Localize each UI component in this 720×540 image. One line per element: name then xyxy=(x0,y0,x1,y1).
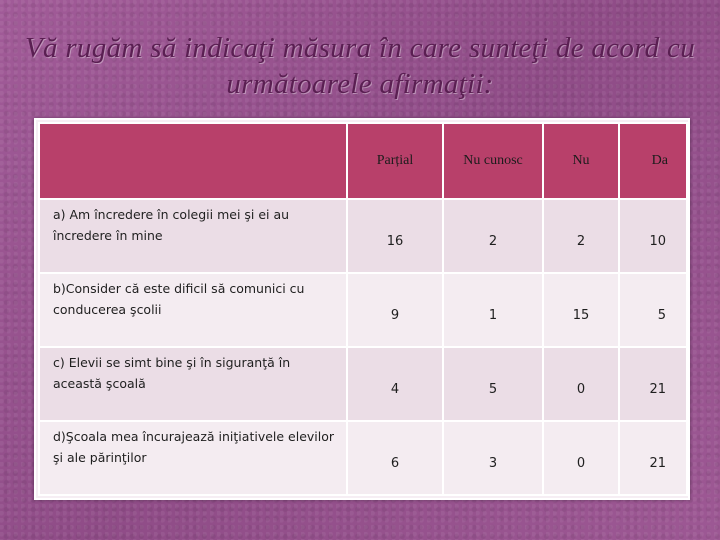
value-cell: 0 xyxy=(543,347,619,421)
statement-cell: c) Elevii se simt bine şi în siguranţă în această şcoală xyxy=(39,347,347,421)
value-cell: 4 xyxy=(347,347,443,421)
column-header-da: Da xyxy=(619,123,687,199)
value-cell: 5 xyxy=(443,347,543,421)
column-header-nu-cunosc: Nu cunosc xyxy=(443,123,543,199)
table-row xyxy=(39,199,687,273)
value-cell: 2 xyxy=(443,199,543,273)
survey-table xyxy=(38,122,688,496)
column-header-nu: Nu xyxy=(543,123,619,199)
value-cell: 21 xyxy=(619,347,687,421)
table-frame xyxy=(34,118,690,500)
value-cell: 16 xyxy=(347,199,443,273)
value-cell: 5 xyxy=(619,273,687,347)
value-cell: 15 xyxy=(543,273,619,347)
value-cell: 3 xyxy=(443,421,543,495)
header-row xyxy=(39,123,687,199)
statement-cell: d)Şcoala mea încurajează iniţiativele elevilor şi ale părinţilor xyxy=(39,421,347,495)
value-cell: 0 xyxy=(543,421,619,495)
slide-title: Vă rugăm să indicaţi măsura în care sunteţi de acord cu următoarele afirmaţii: xyxy=(24,32,695,100)
value-cell: 21 xyxy=(619,421,687,495)
statement-cell: a) Am încredere în colegii mei şi ei au încredere în mine xyxy=(39,199,347,273)
value-cell: 2 xyxy=(543,199,619,273)
value-cell: 9 xyxy=(347,273,443,347)
value-cell: 1 xyxy=(443,273,543,347)
value-cell: 6 xyxy=(347,421,443,495)
value-cell: 10 xyxy=(619,199,687,273)
table-row xyxy=(39,347,687,421)
table-row xyxy=(39,273,687,347)
header-corner-cell xyxy=(39,123,347,199)
table-row xyxy=(39,421,687,495)
column-header-partial: Parțial xyxy=(347,123,443,199)
statement-cell: b)Consider că este dificil să comunici cu conducerea şcolii xyxy=(39,273,347,347)
